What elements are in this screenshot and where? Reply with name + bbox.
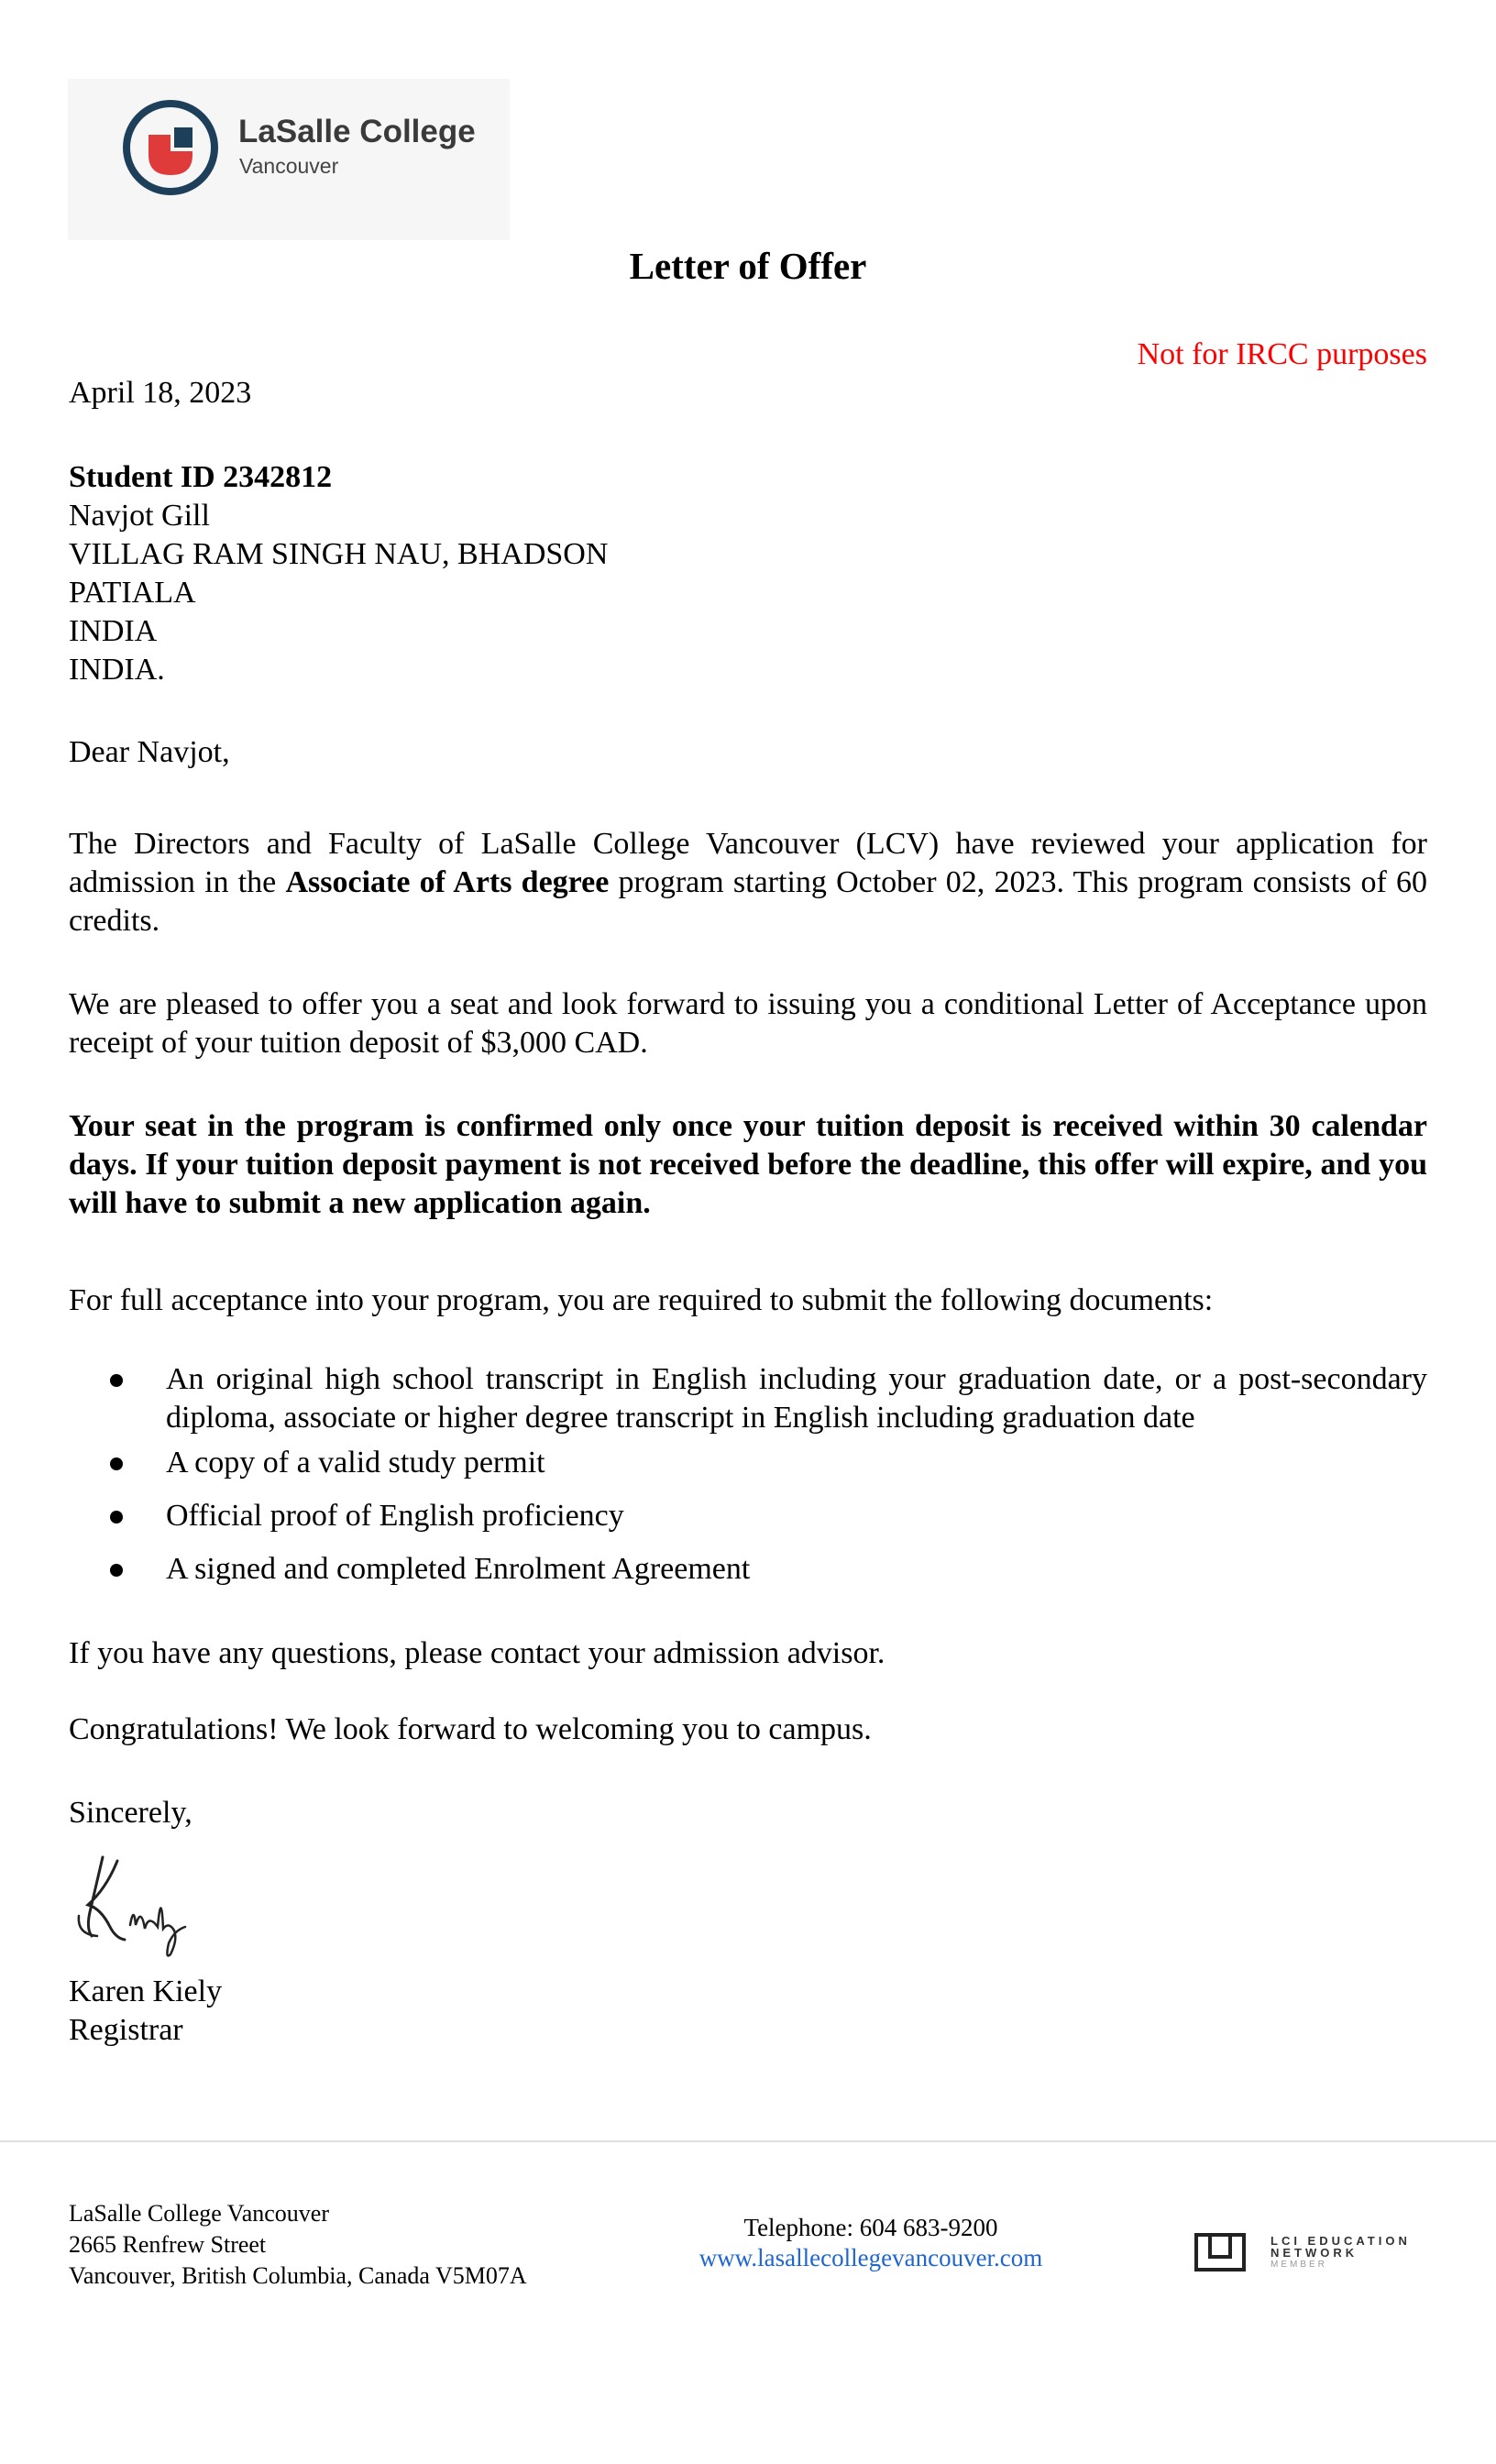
paragraph-requirements: For full acceptance into your program, you are required to submit the following documents: [69, 1283, 1214, 1317]
lci-line3: MEMBER [1270, 2260, 1327, 2270]
bullet-icon [110, 1564, 123, 1577]
paragraph-congratulations: Congratulations! We look forward to welcoming you to campus. [69, 1712, 872, 1746]
logo-subtitle: Vancouver [239, 154, 339, 178]
bullet-icon [110, 1374, 123, 1387]
recipient-name: Navjot Gill [69, 499, 210, 533]
recipient-block [69, 458, 1427, 689]
document-item-english-proof: Official proof of English proficiency [166, 1499, 624, 1533]
salutation: Dear Navjot, [69, 735, 230, 769]
footer-divider [0, 2140, 1496, 2142]
lci-network-text [1270, 2235, 1411, 2271]
footer-address-line3: Vancouver, British Columbia, Canada V5M07A [69, 2262, 527, 2289]
student-id: Student ID 2342812 [69, 460, 333, 494]
signatory-role: Registrar [69, 2013, 183, 2047]
footer-website-link[interactable]: www.lasallecollegevancouver.com [698, 2244, 1043, 2272]
lci-line2: NETWORK [1270, 2246, 1358, 2260]
closing: Sincerely, [69, 1796, 192, 1830]
footer-address [69, 2198, 527, 2292]
signature-icon [70, 1852, 216, 1962]
recipient-address-line4: INDIA. [69, 653, 165, 687]
document-item-study-permit: A copy of a valid study permit [166, 1446, 545, 1480]
paragraph-review-end: program starting October 02, 2023. This program consists of 60 credits. [69, 865, 1427, 938]
footer-address-line2: 2665 Renfrew Street [69, 2231, 267, 2258]
college-logo-icon [121, 98, 220, 197]
paragraph-offer: We are pleased to offer you a seat and look forward to issuing you a conditional Letter of Acceptance upon receipt of your tuition deposit of $3,000 CAD. [69, 987, 1427, 1060]
document-item-enrolment-agreement: A signed and completed Enrolment Agreement [166, 1552, 751, 1586]
paragraph-questions: If you have any questions, please contact your admission advisor. [69, 1636, 886, 1670]
paragraph-review-start: The Directors and Faculty of LaSalle College Vancouver (LCV) have reviewed your application for admission in the [69, 827, 1427, 899]
footer-address-line1: LaSalle College Vancouver [69, 2200, 329, 2227]
ircc-notice: Not for IRCC purposes [1137, 337, 1427, 371]
lci-network-icon [1194, 2231, 1247, 2273]
paragraph-review [69, 825, 1427, 940]
signatory-block [69, 1973, 1427, 2050]
recipient-address-line1: VILLAG RAM SINGH NAU, BHADSON [69, 537, 609, 571]
recipient-address-line3: INDIA [69, 614, 158, 648]
lci-line1: LCI EDUCATION [1270, 2234, 1411, 2248]
bullet-icon [110, 1511, 123, 1524]
bullet-icon [110, 1458, 123, 1470]
signatory-name: Karen Kiely [69, 1974, 223, 2008]
program-name: Associate of Arts degree [285, 865, 610, 899]
letter-date: April 18, 2023 [69, 376, 252, 410]
footer-contact [642, 2213, 1100, 2273]
letter-title: Letter of Offer [629, 245, 867, 287]
logo-name: LaSalle College [238, 114, 476, 149]
document-item-transcript: An original high school transcript in English including your graduation date, or a post-secondary diploma, associate or higher degree transcript in English including graduation date [166, 1362, 1427, 1435]
recipient-address-line2: PATIALA [69, 576, 196, 610]
paragraph-deadline: Your seat in the program is confirmed only once your tuition deposit is received within 30 calendar days. If your tuition deposit payment is not received before the deadline, this offer will expire, and you will have to submit a new application again. [69, 1109, 1427, 1220]
footer-telephone: Telephone: 604 683-9200 [743, 2214, 998, 2241]
